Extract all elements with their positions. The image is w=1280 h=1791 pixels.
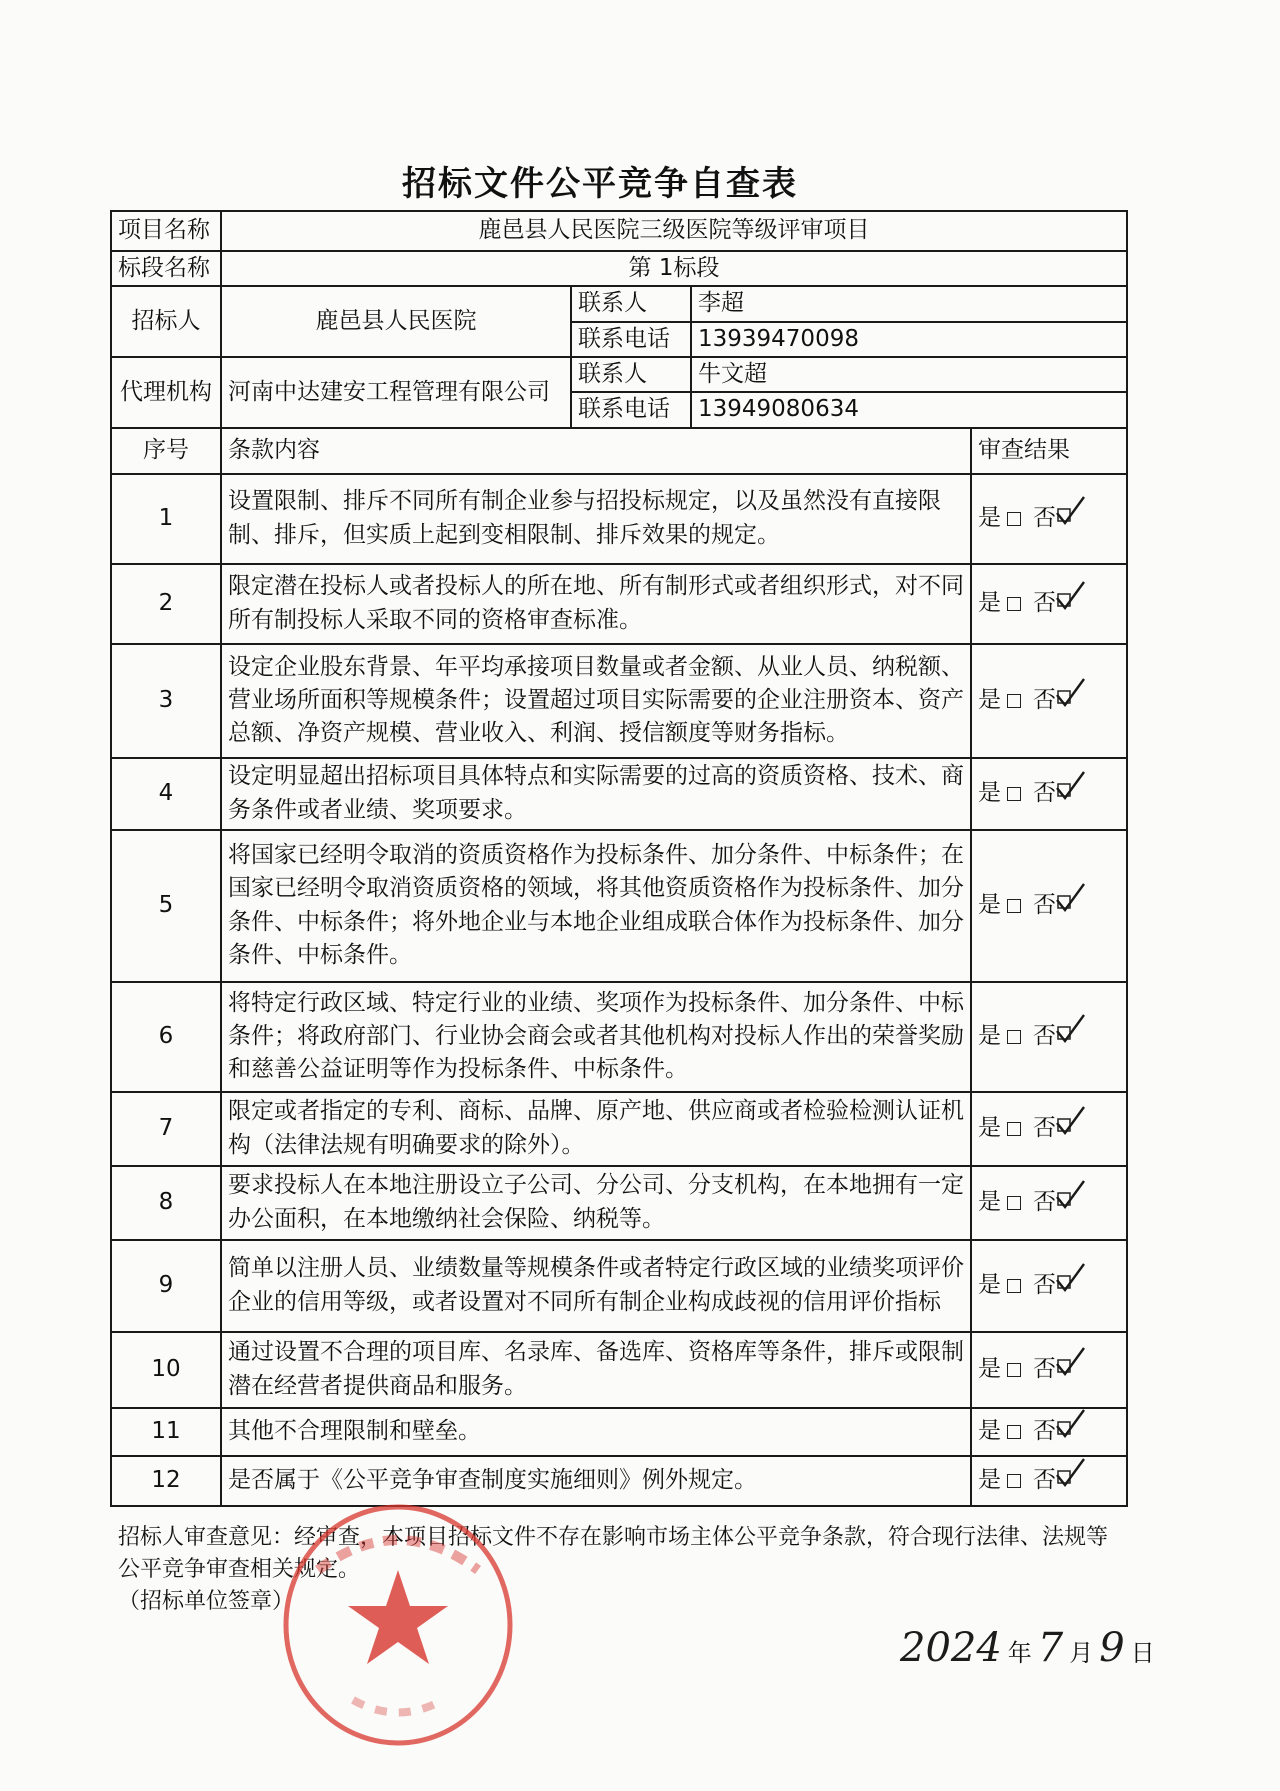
no-checkbox-ticked[interactable] <box>1056 505 1086 527</box>
checkmark-icon <box>1054 1173 1086 1213</box>
checkmark-icon <box>1054 1007 1086 1047</box>
review-result <box>971 1240 1127 1332</box>
clause-text: 要求投标人在本地注册设立子公司、分公司、分支机构，在本地拥有一定办公面积，在本地缴纳社会保险、纳税等。 <box>221 1166 971 1240</box>
tenderer-contact-label: 联系人 <box>571 286 691 321</box>
no-checkbox-ticked[interactable] <box>1056 1272 1086 1294</box>
no-option-label: 否 <box>1033 590 1056 617</box>
clause-text: 将国家已经明令取消的资质资格作为投标条件、加分条件、中标条件；在国家已经明令取消资质资格的领域，将其他资质资格作为投标条件、加分条件、中标条件；将外地企业与本地企业组成联合体作为投标条件、加分条件、中标条件。 <box>221 830 971 982</box>
table-row <box>111 1456 1127 1506</box>
review-result <box>971 982 1127 1092</box>
checkmark-icon <box>1054 764 1086 804</box>
yes-option-label: 是 <box>978 780 1001 807</box>
header-content: 条款内容 <box>221 428 971 474</box>
review-result <box>971 1456 1127 1506</box>
clause-text: 限定或者指定的专利、商标、品牌、原产地、供应商或者检验检测认证机构（法律法规有明确要求的除外）。 <box>221 1092 971 1166</box>
checkmark-icon <box>1054 1099 1086 1139</box>
yes-checkbox[interactable] <box>1007 1196 1021 1210</box>
no-option-label: 否 <box>1033 687 1056 714</box>
clause-text: 设置限制、排斥不同所有制企业参与招投标规定，以及虽然没有直接限制、排斥，但实质上起到变相限制、排斥效果的规定。 <box>221 474 971 564</box>
opinion-text: 招标人审查意见：经审查，本项目招标文件不存在影响市场主体公平竞争条款，符合现行法律、法规等公平竞争审查相关规定。 <box>118 1525 1109 1582</box>
table-row <box>111 1166 1127 1240</box>
review-result <box>971 564 1127 644</box>
date-year-unit: 年 <box>1007 1639 1032 1667</box>
review-result <box>971 830 1127 982</box>
no-option-label: 否 <box>1033 1272 1056 1299</box>
review-result <box>971 1092 1127 1166</box>
clause-no: 12 <box>111 1456 221 1506</box>
yes-option-label: 是 <box>978 1467 1001 1494</box>
yes-checkbox[interactable] <box>1007 597 1021 611</box>
clause-text: 简单以注册人员、业绩数量等规模条件或者特定行政区域的业绩奖项评价企业的信用等级，或者设置对不同所有制企业构成歧视的信用评价指标 <box>221 1240 971 1332</box>
yes-checkbox[interactable] <box>1007 1425 1021 1439</box>
table-row <box>111 830 1127 982</box>
form-title: 招标文件公平竞争自查表 <box>402 164 798 204</box>
date-day: 9 <box>1099 1625 1125 1671</box>
no-checkbox-ticked[interactable] <box>1056 1189 1086 1211</box>
official-seal-icon <box>278 1500 518 1750</box>
agency-contact-label: 联系人 <box>571 357 691 392</box>
clause-text: 设定企业股东背景、年平均承接项目数量或者金额、从业人员、纳税额、营业场所面积等规模条件；设置超过项目实际需要的企业注册资本、资产总额、净资产规模、营业收入、利润、授信额度等财务指标。 <box>221 644 971 758</box>
table-row <box>111 758 1127 830</box>
review-result <box>971 1408 1127 1456</box>
checkmark-icon <box>1054 574 1086 614</box>
no-checkbox-ticked[interactable] <box>1056 590 1086 612</box>
no-checkbox-ticked[interactable] <box>1056 1467 1086 1489</box>
yes-option-label: 是 <box>978 1356 1001 1383</box>
date-month-unit: 月 <box>1069 1639 1094 1667</box>
clause-no: 3 <box>111 644 221 758</box>
no-option-label: 否 <box>1033 892 1056 919</box>
table-row <box>111 1332 1127 1408</box>
project-name-label: 项目名称 <box>111 211 221 251</box>
no-option-label: 否 <box>1033 1189 1056 1216</box>
header-result: 审查结果 <box>971 428 1127 474</box>
review-opinion <box>118 1522 1128 1618</box>
clause-text: 限定潜在投标人或者投标人的所在地、所有制形式或者组织形式，对不同所有制投标人采取不同的资格审查标准。 <box>221 564 971 644</box>
signature-seal-label: （招标单位签章） <box>118 1588 295 1614</box>
yes-checkbox[interactable] <box>1007 694 1021 708</box>
yes-checkbox[interactable] <box>1007 1122 1021 1136</box>
no-option-label: 否 <box>1033 780 1056 807</box>
checkmark-icon <box>1054 876 1086 916</box>
no-checkbox-ticked[interactable] <box>1056 1418 1086 1440</box>
yes-option-label: 是 <box>978 1115 1001 1142</box>
agency-value: 河南中达建安工程管理有限公司 <box>221 357 571 428</box>
clause-no: 9 <box>111 1240 221 1332</box>
checkmark-icon <box>1054 1256 1086 1296</box>
clause-text: 设定明显超出招标项目具体特点和实际需要的过高的资质资格、技术、商务条件或者业绩、奖项要求。 <box>221 758 971 830</box>
clause-no: 8 <box>111 1166 221 1240</box>
yes-option-label: 是 <box>978 1272 1001 1299</box>
clause-no: 6 <box>111 982 221 1092</box>
clause-no: 4 <box>111 758 221 830</box>
yes-checkbox[interactable] <box>1007 899 1021 913</box>
no-option-label: 否 <box>1033 1418 1056 1445</box>
self-check-table <box>110 210 1128 1507</box>
checkmark-icon <box>1054 671 1086 711</box>
review-result <box>971 644 1127 758</box>
clause-no: 2 <box>111 564 221 644</box>
date-month: 7 <box>1037 1625 1064 1671</box>
yes-option-label: 是 <box>978 1023 1001 1050</box>
no-option-label: 否 <box>1033 1356 1056 1383</box>
sign-date <box>900 1625 1155 1671</box>
clause-no: 11 <box>111 1408 221 1456</box>
date-year: 2024 <box>900 1625 1002 1671</box>
clause-no: 5 <box>111 830 221 982</box>
section-name-label: 标段名称 <box>111 251 221 286</box>
review-result <box>971 758 1127 830</box>
yes-option-label: 是 <box>978 687 1001 714</box>
yes-checkbox[interactable] <box>1007 1474 1021 1488</box>
no-option-label: 否 <box>1033 505 1056 532</box>
no-checkbox-ticked[interactable] <box>1056 1356 1086 1378</box>
review-result <box>971 474 1127 564</box>
checkmark-icon <box>1054 1340 1086 1380</box>
checkmark-icon <box>1054 1456 1086 1491</box>
agency-phone-value: 13949080634 <box>691 392 1127 427</box>
yes-checkbox[interactable] <box>1007 512 1021 526</box>
tenderer-contact-value: 李超 <box>691 286 1127 321</box>
yes-option-label: 是 <box>978 505 1001 532</box>
table-row <box>111 474 1127 564</box>
no-option-label: 否 <box>1033 1023 1056 1050</box>
project-name-value: 鹿邑县人民医院三级医院等级评审项目 <box>221 211 1127 251</box>
yes-checkbox[interactable] <box>1007 1279 1021 1293</box>
agency-contact-value: 牛文超 <box>691 357 1127 392</box>
header-no: 序号 <box>111 428 221 474</box>
clause-text: 是否属于《公平竞争审查制度实施细则》例外规定。 <box>221 1456 971 1506</box>
tenderer-label: 招标人 <box>111 286 221 357</box>
no-checkbox-ticked[interactable] <box>1056 687 1086 709</box>
date-day-unit: 日 <box>1130 1639 1155 1667</box>
no-option-label: 否 <box>1033 1467 1056 1494</box>
review-result <box>971 1166 1127 1240</box>
yes-option-label: 是 <box>978 590 1001 617</box>
no-checkbox-ticked[interactable] <box>1056 892 1086 914</box>
agency-phone-label: 联系电话 <box>571 392 691 427</box>
no-checkbox-ticked[interactable] <box>1056 780 1086 802</box>
table-row <box>111 1092 1127 1166</box>
tenderer-phone-value: 13939470098 <box>691 322 1127 357</box>
yes-option-label: 是 <box>978 1418 1001 1445</box>
agency-label: 代理机构 <box>111 357 221 428</box>
clause-text: 其他不合理限制和壁垒。 <box>221 1408 971 1456</box>
table-row <box>111 644 1127 758</box>
clause-no: 7 <box>111 1092 221 1166</box>
yes-option-label: 是 <box>978 892 1001 919</box>
yes-checkbox[interactable] <box>1007 787 1021 801</box>
yes-checkbox[interactable] <box>1007 1030 1021 1044</box>
clause-text: 将特定行政区域、特定行业的业绩、奖项作为投标条件、加分条件、中标条件；将政府部门、行业协会商会或者其他机构对投标人作出的荣誉奖励和慈善公益证明等作为投标条件、中标条件。 <box>221 982 971 1092</box>
clause-rows <box>111 474 1127 1506</box>
table-row <box>111 1408 1127 1456</box>
review-result <box>971 1332 1127 1408</box>
checkmark-icon <box>1054 1408 1086 1442</box>
table-row <box>111 1240 1127 1332</box>
no-checkbox-ticked[interactable] <box>1056 1115 1086 1137</box>
section-name-value: 第 1标段 <box>221 251 1127 286</box>
table-row <box>111 564 1127 644</box>
yes-checkbox[interactable] <box>1007 1363 1021 1377</box>
clause-no: 10 <box>111 1332 221 1408</box>
table-row <box>111 982 1127 1092</box>
yes-option-label: 是 <box>978 1189 1001 1216</box>
checkmark-icon <box>1054 489 1086 529</box>
no-checkbox-ticked[interactable] <box>1056 1023 1086 1045</box>
no-option-label: 否 <box>1033 1115 1056 1142</box>
tenderer-phone-label: 联系电话 <box>571 322 691 357</box>
clause-no: 1 <box>111 474 221 564</box>
tenderer-value: 鹿邑县人民医院 <box>221 286 571 357</box>
clause-text: 通过设置不合理的项目库、名录库、备选库、资格库等条件，排斥或限制潜在经营者提供商品和服务。 <box>221 1332 971 1408</box>
